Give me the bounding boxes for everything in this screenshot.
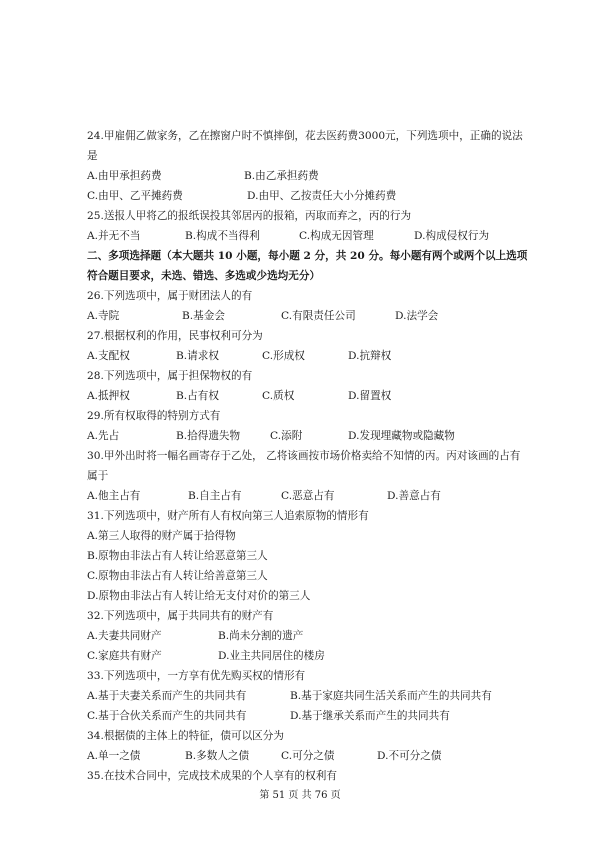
question-29-option-d: D.发现埋藏物或隐藏物 — [348, 430, 455, 442]
question-28-option-c: C.质权 — [262, 390, 295, 402]
question-24-stem-line-2: 是 — [87, 150, 98, 162]
question-25-option-d: D.构成侵权行为 — [414, 230, 490, 242]
question-24-option-d: D.由甲、乙按责任大小分摊药费 — [247, 190, 397, 202]
question-33-option-c: C.基于合伙关系而产生的共同共有 — [87, 710, 247, 722]
question-26-option-d: D.法学会 — [395, 310, 439, 322]
question-25-option-b: B.构成不当得利 — [185, 230, 260, 242]
question-31-option-b: B.原物由非法占有人转让给恶意第三人 — [87, 550, 268, 562]
question-27-option-b: B.请求权 — [176, 350, 219, 362]
question-30-option-a: A.他主占有 — [87, 490, 141, 502]
question-33-stem: 33.下列选项中，一方享有优先购买权的情形有 — [87, 670, 306, 682]
question-31-option-a: A.第三人取得的财产属于拾得物 — [87, 530, 236, 542]
question-29-option-a: A.先占 — [87, 430, 120, 442]
question-24-option-b: B.由乙承担药费 — [244, 170, 319, 182]
question-32-stem: 32.下列选项中，属于共同共有的财产有 — [87, 610, 274, 622]
question-26-option-c: C.有限责任公司 — [281, 310, 356, 322]
question-34-option-c: C.可分之债 — [281, 750, 335, 762]
question-24-stem-line-1: 24.甲雇佣乙做家务，乙在擦窗户时不慎摔倒，花去医药费3000元，下列选项中，正确的说法 — [87, 130, 523, 142]
question-28-option-d: D.留置权 — [348, 390, 392, 402]
question-30-option-d: D.善意占有 — [387, 490, 441, 502]
question-30-stem-line-1: 30.甲外出时将一幅名画寄存于乙处， 乙将该画按市场价格卖给不知情的丙。丙对该画的占有 — [87, 450, 521, 462]
question-28-option-b: B.占有权 — [176, 390, 219, 402]
question-30-option-b: B.自主占有 — [188, 490, 242, 502]
question-29-option-c: C.添附 — [270, 430, 303, 442]
question-32-option-b: B.尚未分割的遗产 — [218, 630, 304, 642]
question-35-stem: 35.在技术合同中，完成技术成果的个人享有的权利有 — [87, 770, 337, 782]
section-2-heading-line-2: 符合题目要求，未选、错选、多选或少选均无分） — [87, 270, 321, 282]
question-32-option-d: D.业主共同居住的楼房 — [218, 650, 325, 662]
question-30-stem-line-2: 属于 — [87, 470, 109, 482]
page-number-footer: 第 51 页 共 76 页 — [259, 790, 341, 801]
question-29-option-b: B.拾得遗失物 — [176, 430, 241, 442]
question-32-option-c: C.家庭共有财产 — [87, 650, 162, 662]
question-34-stem: 34.根据债的主体上的特征，债可以区分为 — [87, 730, 284, 742]
question-26-option-a: A.寺院 — [87, 310, 120, 322]
question-24-option-a: A.由甲承担药费 — [87, 170, 162, 182]
question-25-option-a: A.并无不当 — [87, 230, 141, 242]
question-32-option-a: A.夫妻共同财产 — [87, 630, 162, 642]
question-26-stem: 26.下列选项中，属于财团法人的有 — [87, 290, 253, 302]
section-2-heading-line-1: 二、多项选择题（本大题共 10 小题，每小题 2 分，共 20 分。每小题有两个或两个以上选项 — [87, 250, 528, 262]
question-33-option-a: A.基于夫妻关系而产生的共同共有 — [87, 690, 247, 702]
question-27-option-c: C.形成权 — [262, 350, 305, 362]
question-27-stem: 27.根据权利的作用，民事权利可分为 — [87, 330, 263, 342]
question-27-option-d: D.抗辩权 — [348, 350, 392, 362]
question-28-option-a: A.抵押权 — [87, 390, 130, 402]
question-27-option-a: A.支配权 — [87, 350, 130, 362]
question-24-option-c: C.由甲、乙平摊药费 — [87, 190, 183, 202]
question-31-option-d: D.原物由非法占有人转让给无支付对价的第三人 — [87, 590, 311, 602]
question-31-option-c: C.原物由非法占有人转让给善意第三人 — [87, 570, 268, 582]
question-33-option-b: B.基于家庭共同生活关系而产生的共同共有 — [290, 690, 492, 702]
question-29-stem: 29.所有权取得的特别方式有 — [87, 410, 221, 422]
question-25-stem: 25.送报人甲将乙的报纸误投其邻居丙的报箱，丙取而弃之，丙的行为 — [87, 210, 412, 222]
question-30-option-c: C.恶意占有 — [281, 490, 335, 502]
question-34-option-b: B.多数人之债 — [185, 750, 250, 762]
question-26-option-b: B.基金会 — [182, 310, 225, 322]
question-28-stem: 28.下列选项中，属于担保物权的有 — [87, 370, 253, 382]
question-33-option-d: D.基于继承关系而产生的共同共有 — [290, 710, 450, 722]
question-31-stem: 31.下列选项中，财产所有人有权向第三人追索原物的情形有 — [87, 510, 369, 522]
question-25-option-c: C.构成无因管理 — [299, 230, 374, 242]
question-34-option-a: A.单一之债 — [87, 750, 141, 762]
question-34-option-d: D.不可分之债 — [377, 750, 442, 762]
